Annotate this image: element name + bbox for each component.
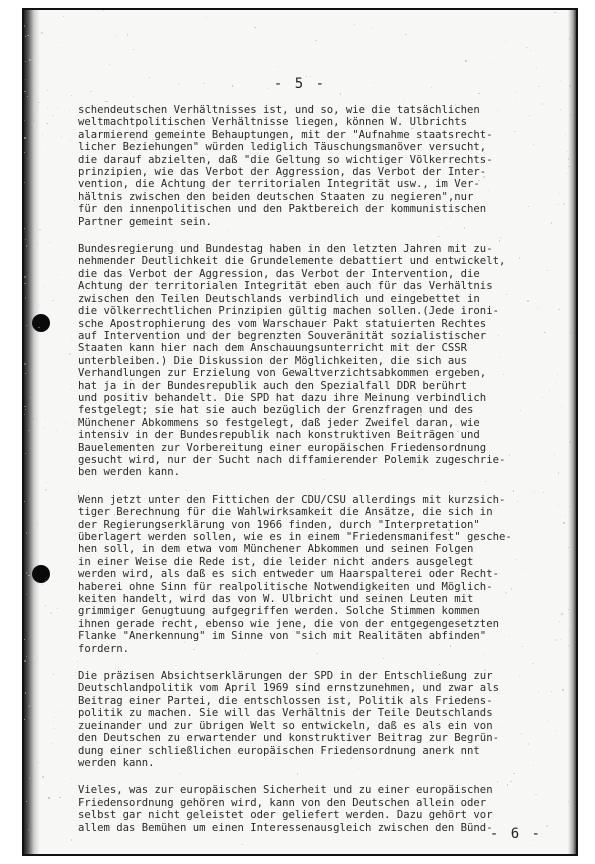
scan-speck [63, 16, 64, 17]
page-number: - 5 - [273, 76, 327, 92]
scan-speck [569, 38, 571, 40]
scan-speck [505, 41, 507, 43]
text-line: intensiv in der Bundesrepublik nach konstruktiven Beiträgen und [78, 429, 480, 442]
scan-speck [69, 353, 71, 355]
paragraph-3 [78, 494, 566, 655]
text-line: in einer Weise die Rede ist, die leider nicht anders ausgelegt [78, 555, 474, 568]
scan-speck [33, 404, 34, 405]
text-line: Verhandlungen zur Erzielung von Gewaltverzichtsabkommen ergeben, [78, 367, 487, 380]
scan-speck [478, 93, 480, 95]
scan-speck [315, 40, 317, 42]
scan-speck [572, 385, 573, 386]
scan-speck [116, 35, 117, 36]
scan-edge-right [568, 10, 576, 854]
text-line: grimmiger Genugtuung aufgegriffen werden. Solche Stimmen kommen [78, 605, 480, 618]
scan-speck [41, 32, 42, 33]
text-line: nehmender Deutlichkeit die Grundelemente debattiert und entwickelt, [78, 255, 506, 268]
document-page [22, 8, 578, 856]
scan-speck [530, 50, 531, 51]
text-line: Partner gemeint sein. [78, 215, 212, 228]
scan-speck [568, 801, 569, 802]
scan-speck [59, 797, 61, 799]
text-line: werden wird, als daß es sich entweder um Haarspalterei oder Recht- [78, 568, 499, 581]
scan-speck [71, 95, 72, 96]
text-line: Bauelementen zur Vorbereitung einer europäischen Friedensordnung [78, 441, 487, 454]
scan-speck [25, 373, 26, 374]
text-line: Münchener Abkommens so festgelegt, daß jeder Zweifel daran, wie [78, 416, 480, 429]
scan-speck [39, 229, 40, 230]
text-line: Bundesregierung und Bundestag haben in den letzten Jahren mit zu- [78, 243, 493, 256]
text-line: Friedensordnung gehören wird, kann von den Deutschen allein oder [78, 796, 487, 809]
scan-speck [254, 27, 256, 29]
scan-speck [33, 589, 34, 590]
text-line: zueinander und zur übrigen Welt so entwickeln, daß es als ein von [78, 719, 493, 732]
scan-speck [34, 164, 35, 165]
scan-speck [33, 120, 34, 121]
scan-speck [29, 59, 31, 61]
text-line: prinzipien, wie das Verbot der Aggression, das Verbot der Inter- [78, 166, 487, 179]
text-line: werden kann. [78, 756, 155, 769]
text-line: allem das Bemühen um einen Interessenausgleich zwischen den Bünd- [78, 821, 493, 834]
scan-speck [71, 778, 72, 779]
text-line: dung einer schließlichen europäischen Friedensordnung anerk nnt [78, 744, 480, 757]
scan-speck [24, 719, 25, 720]
scan-speck [61, 136, 62, 137]
scan-speck [48, 797, 50, 799]
scan-speck [127, 34, 129, 36]
text-line: schendeutschen Verhältnisses ist, und so, wie die tatsächlichen [78, 104, 480, 116]
text-line: weltmachtpolitischen Verhältnisse liegen, können W. Ulbrichts [78, 116, 468, 129]
scan-speck [490, 63, 491, 64]
scan-speck [278, 66, 279, 67]
scan-speck [28, 430, 29, 431]
text-line: Staaten kann hier nach dem Anschauungsunterricht mit der CSSR [78, 342, 468, 355]
scan-speck [28, 706, 29, 707]
text-line: licher Beziehungen" würden lediglich Täuschungsmanöver versucht, [78, 141, 487, 154]
scan-speck [109, 64, 110, 65]
scan-speck [554, 12, 556, 14]
scan-speck [46, 123, 48, 125]
scan-speck [51, 743, 52, 744]
body-text [78, 104, 566, 849]
scan-speck [570, 332, 572, 334]
scan-speck [52, 115, 54, 117]
scan-speck [569, 441, 571, 443]
scan-speck [50, 612, 52, 614]
text-line: hältnis zwischen den beiden deutschen Staaten zu negieren",nur [78, 190, 474, 203]
text-line: festgelegt; sie hat sie auch bezüglich der Grenzfragen und des [78, 404, 474, 417]
scan-speck [56, 430, 57, 431]
text-line: sche Apostrophierung des vom Warschauer Pakt statuierten Rechtes [78, 317, 487, 330]
paragraph-1 [78, 104, 566, 228]
scan-speck [57, 107, 58, 108]
scan-speck [568, 166, 569, 167]
text-line: Achtung der territorialen Integrität eben auch für das Verhältnis [78, 280, 493, 293]
scan-speck [24, 137, 25, 138]
text-line: politik zu machen. Sie will das Verhältnis der Teile Deutschlands [78, 707, 493, 720]
scan-speck [53, 674, 54, 675]
scan-speck [42, 584, 43, 585]
scan-speck [26, 325, 27, 326]
paragraph-2 [78, 243, 566, 479]
text-line: unterbleiben.) Die Diskussion der Möglichkeiten, die sich aus [78, 354, 468, 367]
scan-speck [571, 742, 572, 743]
scan-speck [24, 639, 25, 640]
scan-speck [43, 428, 44, 429]
scan-speck [25, 453, 26, 454]
text-line: ihnen gerade recht, ebenso wie jene, die von der entgegengesetzten [78, 617, 499, 630]
scan-speck [65, 422, 66, 423]
scan-speck [26, 572, 28, 574]
scan-speck [28, 717, 29, 718]
text-line: die völkerrechtlichen Prinzipien gültig machen sollen.(Jede ironi- [78, 305, 499, 318]
scan-speck [75, 672, 76, 673]
scan-speck [52, 300, 54, 302]
text-line: ben werden kann. [78, 466, 181, 479]
scan-speck [24, 660, 26, 662]
text-line: alarmierend gemeinte Behauptungen, mit der "Aufnahme staatsrecht- [78, 128, 493, 141]
text-line: fordern. [78, 642, 130, 655]
scan-speck [25, 409, 26, 410]
scan-speck [69, 110, 70, 111]
scan-speck [32, 59, 33, 60]
scan-speck [572, 22, 573, 23]
scan-speck [45, 605, 46, 606]
text-line: selbst gar nicht geleistet oder geliefert werden. Dazu gehört vor [78, 809, 493, 822]
text-line: Flanke "Anerkennung" im Sinne von "sich mit Realitäten abfinden" [78, 630, 487, 643]
text-line: keiten handelt, wird das von W. Ulbricht und seinen Leuten mit [78, 593, 474, 606]
scan-speck [403, 99, 404, 100]
punch-hole-upper [32, 314, 50, 332]
scan-speck [572, 233, 574, 235]
scan-speck [570, 310, 571, 311]
punch-hole-lower [32, 565, 50, 583]
scan-speck [58, 357, 59, 358]
text-line: Vieles, was zur europäischen Sicherheit und zu einer europäischen [78, 784, 493, 797]
scan-speck [42, 134, 43, 135]
text-line: hat ja in der Bundesrepublik auch den Spezialfall DDR berührt [78, 379, 468, 392]
scan-speck [24, 363, 26, 365]
scan-speck [569, 605, 570, 606]
scan-speck [34, 661, 36, 663]
scan-speck [30, 397, 31, 398]
scan-speck [45, 489, 47, 491]
scan-speck [45, 417, 46, 418]
text-line: der Regierungserklärung von 1966 finden, durch "Interpretation" [78, 518, 480, 531]
scan-edge-left [24, 10, 40, 854]
scan-speck [66, 684, 67, 685]
next-page-marker: - 6 - [489, 826, 542, 842]
scan-speck [71, 338, 72, 339]
scan-speck [206, 17, 207, 18]
scan-speck [133, 96, 134, 97]
scan-speck [570, 114, 571, 115]
scan-speck [571, 16, 572, 17]
text-line: gesucht wird, nur der Sucht nach diffamierender Polemik zugeschrie- [78, 453, 506, 466]
scan-speck [71, 389, 72, 390]
text-line: Die präzisen Absichtserklärungen der SPD in der Entschließung zur [78, 670, 493, 683]
scan-speck [47, 108, 48, 109]
text-line: auf Intervention und der begrenzten Souveränität sozialistischer [78, 329, 487, 342]
scan-speck [568, 609, 569, 610]
scan-speck [74, 200, 75, 201]
scan-speck [70, 139, 71, 140]
scan-speck [567, 173, 568, 174]
scan-speck [340, 93, 341, 94]
scan-speck [568, 158, 569, 159]
scan-speck [106, 101, 108, 103]
text-line: die darauf abzielten, daß "die Geltung so wichtiger Völkerrechts- [78, 153, 493, 166]
scan-speck [58, 710, 59, 711]
scan-speck [405, 34, 407, 36]
scan-speck [25, 61, 26, 62]
paragraph-4 [78, 670, 566, 769]
scan-speck [26, 801, 27, 802]
text-line: überlagert werden sollen, wie es in einem "Friedensmanifest" gesche- [78, 531, 512, 543]
scan-speck [57, 274, 58, 275]
scan-speck [40, 149, 42, 151]
scan-speck [71, 839, 72, 840]
text-line: Deutschlandpolitik vom April 1969 sind ernstzunehmen, und zwar als [78, 682, 499, 695]
scan-speck [33, 418, 35, 420]
scan-speck [30, 350, 31, 351]
scan-speck [571, 208, 572, 209]
scan-speck [572, 534, 573, 535]
scan-speck [54, 728, 55, 729]
text-line: haberei ohne Sinn für realpolitische Notwendigkeiten und Möglich- [78, 580, 493, 593]
scan-speck [35, 498, 36, 499]
scan-speck [26, 245, 27, 246]
scan-speck [24, 276, 26, 278]
scan-speck [354, 24, 355, 25]
scan-speck [25, 297, 27, 299]
text-line: tiger Berechnung für die Wahlwirksamkeit die Ansätze, die sich in [78, 506, 493, 519]
scan-speck [50, 667, 51, 668]
scan-speck [49, 242, 50, 243]
text-line: vention, die Achtung der territorialen Integrität usw., im Ver- [78, 178, 480, 191]
scan-speck [372, 27, 373, 28]
text-line: zwischen den Teilen Deutschlands verbindlich und eingebettet in [78, 292, 480, 305]
scan-speck [515, 98, 516, 99]
scan-speck [54, 717, 55, 718]
text-line: und positiv behandelt. Die SPD hat dazu ihre Meinung verbindlich [78, 391, 487, 404]
scan-speck [53, 721, 54, 722]
scan-speck [26, 656, 27, 657]
scan-speck [568, 645, 569, 646]
text-line: den Deutschen zu erwartender und konstruktiver Beitrag zur Begrün- [78, 732, 499, 745]
scan-speck [57, 608, 58, 609]
scan-speck [37, 109, 38, 110]
scan-speck [465, 60, 467, 62]
text-line: hen soll, in dem etwa vom Münchener Abkommen und seinen Folgen [78, 543, 474, 556]
scan-speck [526, 47, 528, 49]
scan-speck [46, 482, 47, 483]
scan-speck [58, 42, 59, 43]
scan-speck [133, 49, 135, 51]
scan-speck [536, 68, 538, 70]
scan-speck [43, 286, 44, 287]
scan-speck [103, 10, 104, 11]
text-line: die das Verbot der Aggression, das Verbot der Intervention, die [78, 267, 480, 280]
text-line: für den innenpolitischen und den Paktbereich der kommunistischen [78, 203, 487, 216]
text-line: Wenn jetzt unter den Fittichen der CDU/CSU allerdings mit kurzsich- [78, 493, 506, 506]
text-line: Beitrag einer Partei, die entschlossen ist, Politik als Friedens- [78, 694, 493, 707]
scan-speck [24, 283, 25, 284]
scan-speck [42, 776, 43, 777]
